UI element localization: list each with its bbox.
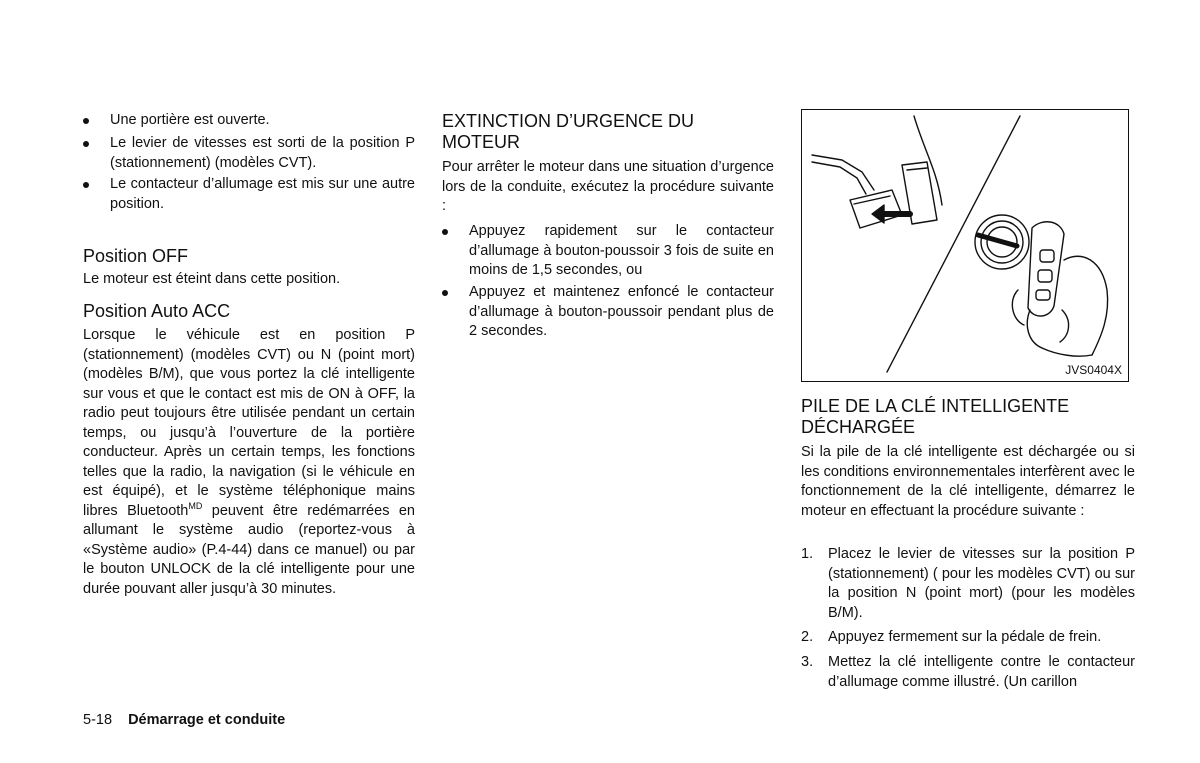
step-number: 1. [801,546,814,562]
section-title: Démarrage et conduite [128,712,286,728]
console-curve [914,116,942,205]
emergency-intro: Pour arrêter le moteur dans une situation d’urgence lors de la conduite, exécutez la procédure suivante : [442,159,774,214]
position-off-heading: Position OFF [83,246,189,266]
dead-battery-intro: Si la pile de la clé intelligente est déchargée ou si les conditions environnementales interfèrent avec le fonctionnement de la clé intelligente, démarrez le moteur en effectuant la procédure suivante : [801,444,1135,519]
list-item [83,175,415,214]
list-item-text: Le levier de vitesses est sorti de la position P (stationnement) (modèles CVT). [110,135,415,171]
acc-text-part-a: Lorsque le véhicule est en position P (stationnement) (modèles CVT) ou N (point mort) (modèles B/M), que vous portez la clé intelligente sur vous et que le contact est mis de ON à OFF, la radio peut toujours être utilisée pendant un certain temps, ou jusqu’à l’ouverture de la portière conducteur. Après un certain temps, les fonctions telles que la radio, la navigation (si le véhicule en est équipé), et le système téléphonique mains libres Bluetooth [83,327,415,519]
position-acc-text [83,326,415,599]
position-acc-heading: Position Auto ACC [83,301,231,321]
list-item-text: Le contacteur d’allumage est mis sur une autre position. [110,176,415,212]
trademark-superscript: MD [188,500,203,511]
hand-outline [1064,256,1108,355]
step-number: 2. [801,629,814,645]
list-item [83,134,415,173]
figure-code: JVS0404X [1065,363,1122,377]
bullet-dot [442,229,448,235]
page-number: 5-18 [83,712,113,728]
acc-text-part-b: peuvent être redémarrées en allumant le système audio (reportez-vous à «Système audio» (P.4-44) dans ce manuel) ou par le bouton UNLOCK de la clé intelligente pour une durée pouvant aller jusqu’à 30 minutes. [83,502,415,597]
step-text: Appuyez fermement sur la pédale de frein. [828,629,1102,645]
list-item [801,628,1135,648]
step-text: Placez le levier de vitesses sur la position P (stationnement) ( pour les modèles CVT) ou sur la position N (point mort) (pour les modèles B/M). [828,546,1135,621]
bullet-dot [83,182,89,188]
list-item [801,653,1135,692]
list-item-text: Une portière est ouverte. [110,112,270,128]
step-number: 3. [801,654,814,670]
key-fob-ignition-drawing [802,110,1128,381]
list-item [442,283,774,342]
position-off-text: Le moteur est éteint dans cette position. [83,271,341,287]
list-item-text: Appuyez rapidement sur le contacteur d’allumage à bouton-poussoir 3 fois de suite en moins de 1,5 secondes, ou [469,223,774,278]
step-text: Mettez la clé intelligente contre le contacteur d’allumage comme illustré. (Un carillon [828,654,1135,690]
emergency-stop-heading: EXTINCTION D’URGENCE DU MOTEUR [442,111,695,152]
dashboard-edge-line [887,116,1020,372]
list-item-text: Appuyez et maintenez enfoncé le contacteur d’allumage à bouton-poussoir pendant plus de 2 secondes. [469,284,774,339]
ignition-illustration [801,109,1129,382]
list-item [83,111,415,131]
dead-battery-heading: PILE DE LA CLÉ INTELLIGENTE DÉCHARGÉE [801,396,1070,437]
page-footer [83,710,285,730]
list-item [801,545,1135,623]
bullet-dot [83,141,89,147]
brake-pedal [850,190,902,228]
list-item [442,222,774,281]
bullet-dot [442,290,448,296]
key-fob [1028,222,1064,316]
bullet-dot [83,118,89,124]
